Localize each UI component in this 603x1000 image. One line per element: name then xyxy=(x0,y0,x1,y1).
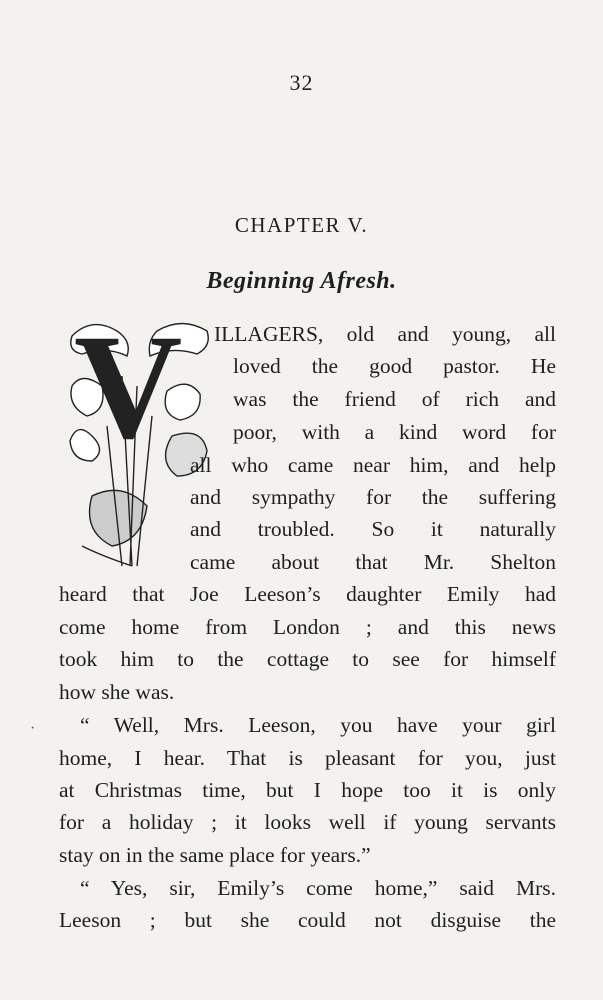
text-line: Leeson ; but she could not disguise the xyxy=(59,908,556,932)
text-line: home, I hear. That is pleasant for you, just xyxy=(59,746,556,770)
text-line: how she was. xyxy=(59,680,175,704)
text-line: loved the good pastor. He xyxy=(233,354,556,378)
dash-mark: · xyxy=(30,720,36,737)
text-line: heard that Joe Leeson’s daughter Emily had xyxy=(59,582,556,606)
text-line: for a holiday ; it looks well if young servants xyxy=(59,810,556,834)
page-number: 32 xyxy=(289,70,314,95)
text-line: stay on in the same place for years.” xyxy=(59,843,371,867)
text-line: “ Well, Mrs. Leeson, you have your girl xyxy=(80,713,556,737)
chapter-subtitle: Beginning Afresh. xyxy=(206,268,397,294)
text-line: ILLAGERS, old and young, all xyxy=(214,322,556,346)
text-line: was the friend of rich and xyxy=(233,387,556,411)
text-line: and troubled. So it naturally xyxy=(190,517,556,541)
text-line: came about that Mr. Shelton xyxy=(190,550,556,574)
text-line: and sympathy for the suffering xyxy=(190,485,556,509)
text-line: come home from London ; and this news xyxy=(59,615,556,639)
chapter-title: CHAPTER V. xyxy=(234,213,369,237)
drop-cap-letter: V xyxy=(74,304,183,470)
text-line: at Christmas time, but I hope too it is only xyxy=(59,778,556,802)
text-line: “ Yes, sir, Emily’s come home,” said Mrs. xyxy=(80,876,556,900)
text-line: poor, with a kind word for xyxy=(233,420,556,444)
text-line: all who came near him, and help xyxy=(190,453,556,477)
text-line: took him to the cottage to see for himself xyxy=(59,647,556,671)
